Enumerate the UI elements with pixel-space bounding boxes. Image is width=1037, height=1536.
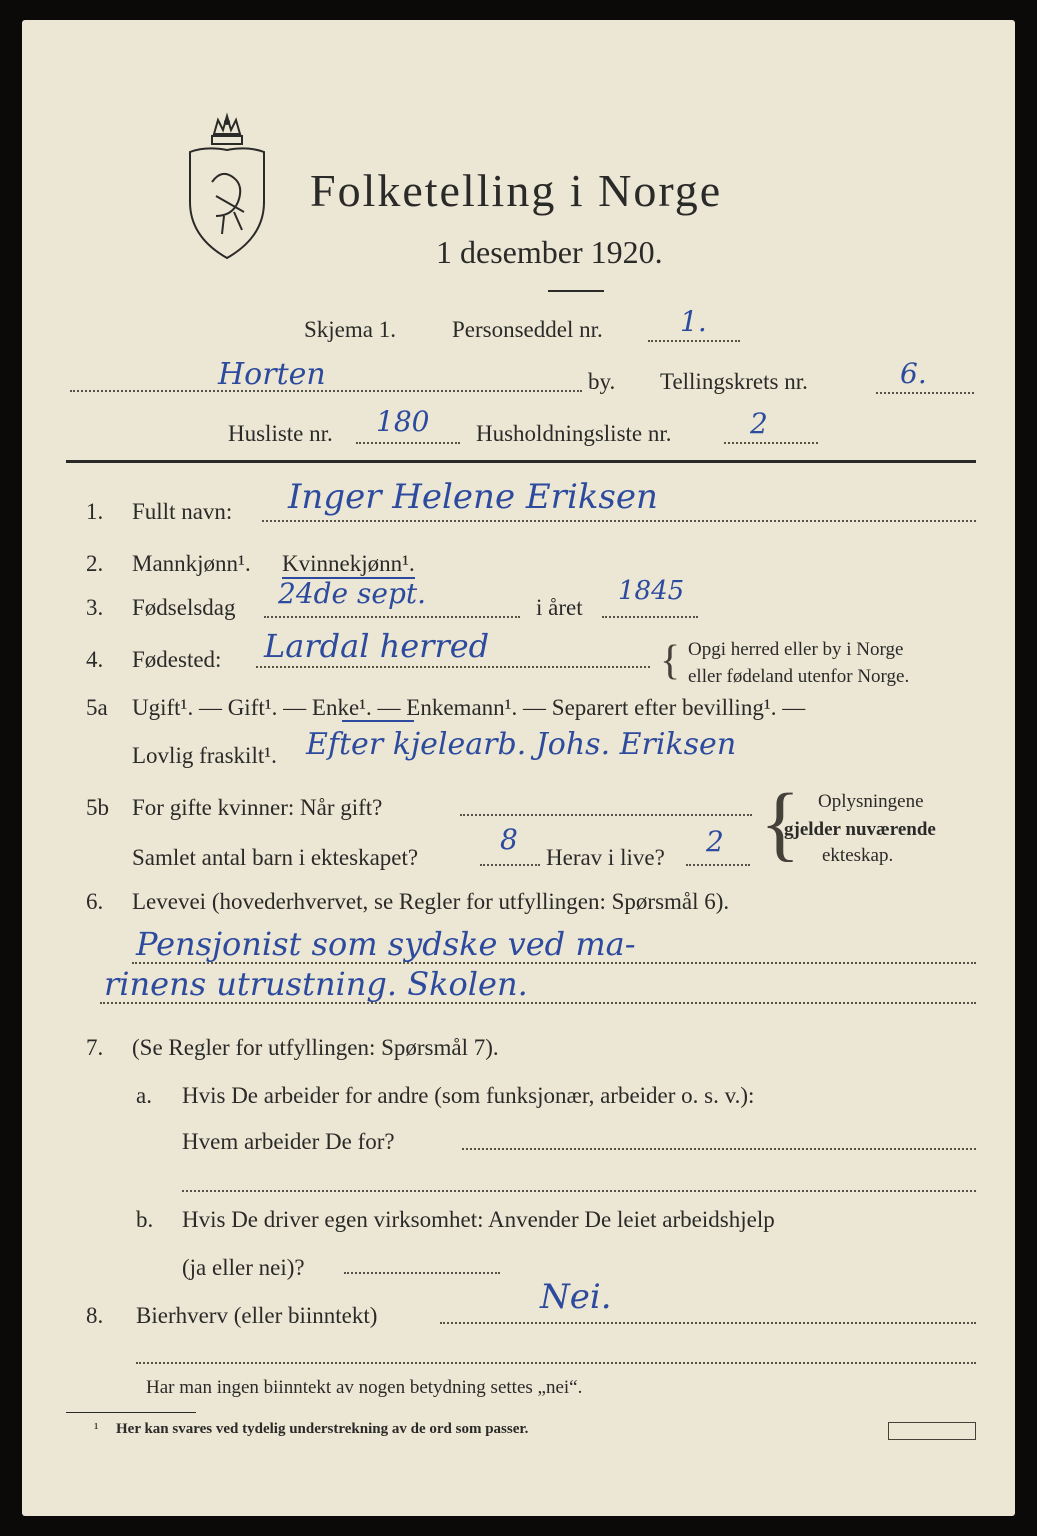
q8-number: 8.	[86, 1303, 104, 1328]
footnote-mark: ¹	[94, 1421, 99, 1437]
q5b-number: 5b	[86, 795, 109, 820]
footer-note: Har man ingen biinntekt av nogen betydning settes „nei“.	[146, 1377, 583, 1398]
female-option: Kvinnekjønn¹.	[282, 552, 415, 579]
male-option: Mannkjønn¹.	[132, 551, 251, 576]
marriage-note-2: gjelder nuværende	[784, 819, 936, 840]
alive-label: Herav i live?	[546, 845, 665, 870]
birth-year-value: 1845	[618, 576, 685, 606]
q7a-question: Hvis De arbeider for andre (som funksjonær, arbeider o. s. v.):	[182, 1083, 755, 1108]
q1-number: 1.	[86, 499, 104, 524]
husliste-value: 180	[376, 405, 430, 438]
hired-help-label: (ja eller nei)?	[182, 1255, 305, 1280]
q3-number: 3.	[86, 595, 104, 620]
divorced-label: Lovlig fraskilt¹.	[132, 743, 277, 768]
town-label: by.	[588, 369, 616, 394]
footnote-divider	[66, 1412, 196, 1413]
side-income-value: Nei.	[540, 1277, 612, 1317]
children-value: 8	[500, 823, 518, 856]
birthplace-label: Fødested:	[132, 647, 222, 672]
town-value: Horten	[218, 357, 326, 392]
title-divider	[548, 290, 604, 292]
brace-icon: {	[760, 777, 801, 870]
birthplace-note-1: Opgi herred eller by i Norge	[688, 639, 904, 660]
birthday-label: Fødselsdag	[132, 595, 236, 620]
q6-number: 6.	[86, 889, 104, 914]
employer-label: Hvem arbeider De for?	[182, 1129, 395, 1154]
q2-number: 2.	[86, 551, 104, 576]
full-name-value: Inger Helene Eriksen	[288, 477, 658, 517]
enke-underline	[342, 720, 414, 722]
q5a-number: 5a	[86, 695, 108, 720]
brace-icon: {	[660, 638, 681, 684]
marriage-note-3: ekteskap.	[822, 845, 894, 866]
married-when-label: For gifte kvinner: Når gift?	[132, 795, 383, 820]
coat-of-arms-emblem	[186, 112, 268, 262]
schema-label: Skjema 1.	[304, 317, 396, 342]
husholdning-value: 2	[750, 407, 768, 440]
footnote-text: Her kan svares ved tydelig understrekning av de ord som passer.	[116, 1421, 529, 1437]
q7-label: (Se Regler for utfyllingen: Spørsmål 7).	[132, 1035, 499, 1060]
alive-value: 2	[706, 825, 724, 858]
marriage-note-1: Oplysningene	[818, 791, 924, 812]
occupation-label: Levevei (hovederhvervet, se Regler for utfyllingen: Spørsmål 6).	[132, 889, 730, 914]
q4-number: 4.	[86, 647, 104, 672]
q7b-question: Hvis De driver egen virksomhet: Anvender De leiet arbeidshjelp	[182, 1207, 775, 1232]
birth-year-label: i året	[536, 595, 583, 620]
marital-options: Ugift¹. — Gift¹. — Enke¹. — Enkemann¹. — Separert efter bevilling¹. —	[132, 695, 806, 720]
personseddel-value: 1.	[680, 305, 707, 338]
full-name-label: Fullt navn:	[132, 499, 233, 524]
tellingskrets-label: Tellingskrets nr.	[660, 369, 808, 394]
printer-stamp	[888, 1422, 976, 1440]
marital-note-value: Efter kjelearb. Johs. Eriksen	[306, 727, 737, 762]
birthplace-note-2: eller fødeland utenfor Norge.	[688, 666, 910, 687]
side-income-label: Bierhverv (eller biinntekt)	[136, 1303, 378, 1328]
birthday-value: 24de sept.	[278, 577, 427, 610]
q7b-letter: b.	[136, 1207, 154, 1232]
q7a-letter: a.	[136, 1083, 152, 1108]
header-divider	[66, 460, 976, 463]
q7-number: 7.	[86, 1035, 104, 1060]
census-date: 1 desember 1920.	[436, 234, 663, 270]
personseddel-label: Personseddel nr.	[452, 317, 603, 342]
children-label: Samlet antal barn i ekteskapet?	[132, 845, 419, 870]
occupation-value-1: Pensjonist som sydske ved ma-	[136, 925, 636, 963]
husholdning-label: Husholdningsliste nr.	[476, 421, 672, 446]
occupation-value-2: rinens utrustning. Skolen.	[104, 965, 528, 1003]
form-title: Folketelling i Norge	[310, 165, 723, 216]
birthplace-value: Lardal herred	[264, 627, 490, 665]
husliste-label: Husliste nr.	[228, 421, 333, 446]
tellingskrets-value: 6.	[900, 357, 927, 390]
